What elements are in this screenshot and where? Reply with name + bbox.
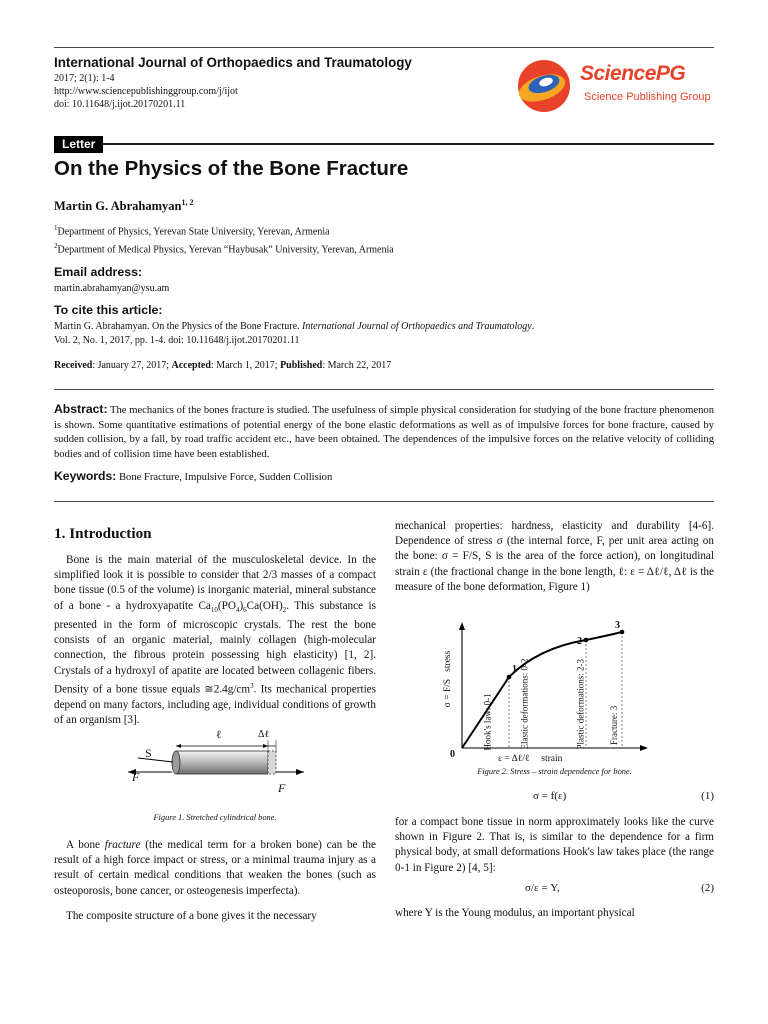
section-1-heading: 1. Introduction xyxy=(54,525,152,542)
fig1-force-right-label: F xyxy=(278,781,286,795)
sciencepg-globe-icon xyxy=(514,56,574,116)
email-address[interactable]: martin.abrahamyan@ysu.am xyxy=(54,283,170,294)
affiliation-1: $^1$Department of Physics, Yerevan State University, Yerevan, Armenia xyxy=(54,224,330,238)
journal-url[interactable]: http://www.sciencepublishinggroup.com/j/ijot xyxy=(54,86,238,97)
fig2-y-axis-label: σ = F/S stress xyxy=(443,650,453,708)
fig2-region-elastic: Elastic deformations: 0-2 xyxy=(519,658,530,750)
publisher-logo xyxy=(514,56,714,116)
publication-dates: Received: January 27, 2017; Accepted: March 1, 2017; Published: March 22, 2017 xyxy=(54,360,392,371)
header-top-rule xyxy=(54,47,714,48)
fig2-region-fracture: Fracture: 3 xyxy=(609,705,619,745)
fig1-length-label: ℓ xyxy=(216,729,222,741)
body-top-rule xyxy=(54,501,714,502)
publisher-name: Science Publishing Group xyxy=(584,91,711,103)
journal-doi: doi: 10.11648/j.ijot.20170201.11 xyxy=(54,99,186,110)
figure-2-stress-strain xyxy=(440,620,650,768)
paragraph-stress-strain: mechanical properties: hardness, elasticity and durability [4-6]. Dependence of stress σ (the internal force, F, per unit area acting on the bone: σ = F/S, S is the area of the force action), on longitudinal strain ε (the fractional change in the bone length, ℓ: ε = Δℓ/ℓ, Δℓ is the measure of the bone deformation, Figure 1) xyxy=(395,520,714,593)
abstract-top-rule xyxy=(54,389,714,390)
fig2-point-2: 2 xyxy=(577,636,582,647)
title-rule xyxy=(54,143,714,145)
fig2-point-1: 1 xyxy=(512,664,517,675)
fig2-point-3: 3 xyxy=(615,620,620,631)
fig1-delta-length-label: Δℓ xyxy=(258,729,270,740)
cite-heading: To cite this article: xyxy=(54,303,163,317)
journal-title: International Journal of Orthopaedics and Traumatology xyxy=(54,55,412,70)
fig1-force-left-label: F xyxy=(132,770,140,784)
abstract: Abstract: The mechanics of the bones fracture is studied. The usefulness of simple physical consideration for studying of the bone fracture phenomenon is shown. Some quantitative estimations of potential energy of the bone elastic deformations as well as of impulsive forces for bone fracture, caused by sudden collision, by a fall, by road traffic accident etc., have been obtained. The dependences of the impulsive forces on the relative velocity of colliding bodies and of collision time have been established. xyxy=(54,402,714,460)
fig2-region-hooks-law: Hook's law: 0-1 xyxy=(482,693,493,751)
fig2-origin-label: 0 xyxy=(450,749,455,760)
fig2-x-axis-label: ε = Δℓ/ℓ strain xyxy=(498,754,563,764)
keywords: Keywords: Bone Fracture, Impulsive Force, Sudden Collision xyxy=(54,469,333,483)
article-type-label: Letter xyxy=(54,136,103,153)
paragraph-composite: The composite structure of a bone gives it the necessary xyxy=(66,910,317,922)
affiliation-2: $^2$Department of Medical Physics, Yerevan “Haybusak” University, Yerevan, Armenia xyxy=(54,242,394,256)
figure-1-cylinder xyxy=(118,729,318,800)
article-title: On the Physics of the Bone Fracture xyxy=(54,157,409,180)
cite-line-1: Martin G. Abrahamyan. On the Physics of the Bone Fracture. International Journal of Orthopaedics and Traumatology. xyxy=(54,321,535,332)
journal-issue: 2017; 2(1): 1-4 xyxy=(54,73,115,84)
author-name: Martin G. Abrahamyan$^{1, 2}$ xyxy=(54,198,194,214)
fig1-area-label: S xyxy=(145,746,152,760)
cite-line-2: Vol. 2, No. 1, 2017, pp. 1-4. doi: 10.11648/j.ijot.20170201.11 xyxy=(54,335,300,346)
figure-1-caption: Figure 1. Stretched cylindrical bone. xyxy=(153,813,277,822)
figure-2-caption: Figure 2. Stress – strain dependence for bone. xyxy=(477,767,632,776)
paragraph-bone-composition: Bone is the main material of the musculoskeletal device. In the simplified look it is possible to consider that 2/3 masses of a compact bone tissue (0.5 of the volume) is inorganic material, mineral substance of a bone - a hydroxyapatite $Ca_{10}(PO_4)_6Ca(OH)_2$. This substance is presented in the form of microscopic crystals. The rest the bone consists of an organic material, mainly collagen (high-molecular connection, the fibrous protein possessing high elasticity) [1, 2]. Crystals of a hydroxyl of apatite are located between collagenic fibers. Density of a bone tissue equals $≅2.4g/cm^3$. Its mechanical properties depend on many factors, including age, individual conditions of growth of an organism [3]. xyxy=(54,554,376,726)
sciencepg-wordmark: SciencePG xyxy=(580,62,686,85)
paragraph-fracture: A bone fracture (the medical term for a broken bone) can be the result of a high force impact or stress, or a minimal trauma injury as a result of certain medical conditions that weaken the bones (such as osteoporosis, bone cancer, or osteogenesis imperfecta). xyxy=(54,839,376,897)
email-heading: Email address: xyxy=(54,265,143,279)
paragraph-young-modulus: where Y is the Young modulus, an important physical xyxy=(395,907,635,919)
fig2-region-plastic: Plastic deformations: 2-3 xyxy=(575,659,586,750)
paragraph-hooks-law: for a compact bone tissue in norm approximately looks like the curve shown in Figure 2. That is, is similar to the dependence for a firm physical body, at small deformations Hook's law takes place (the range 0-1 in Figure 2) [4, 5]: xyxy=(395,816,714,874)
